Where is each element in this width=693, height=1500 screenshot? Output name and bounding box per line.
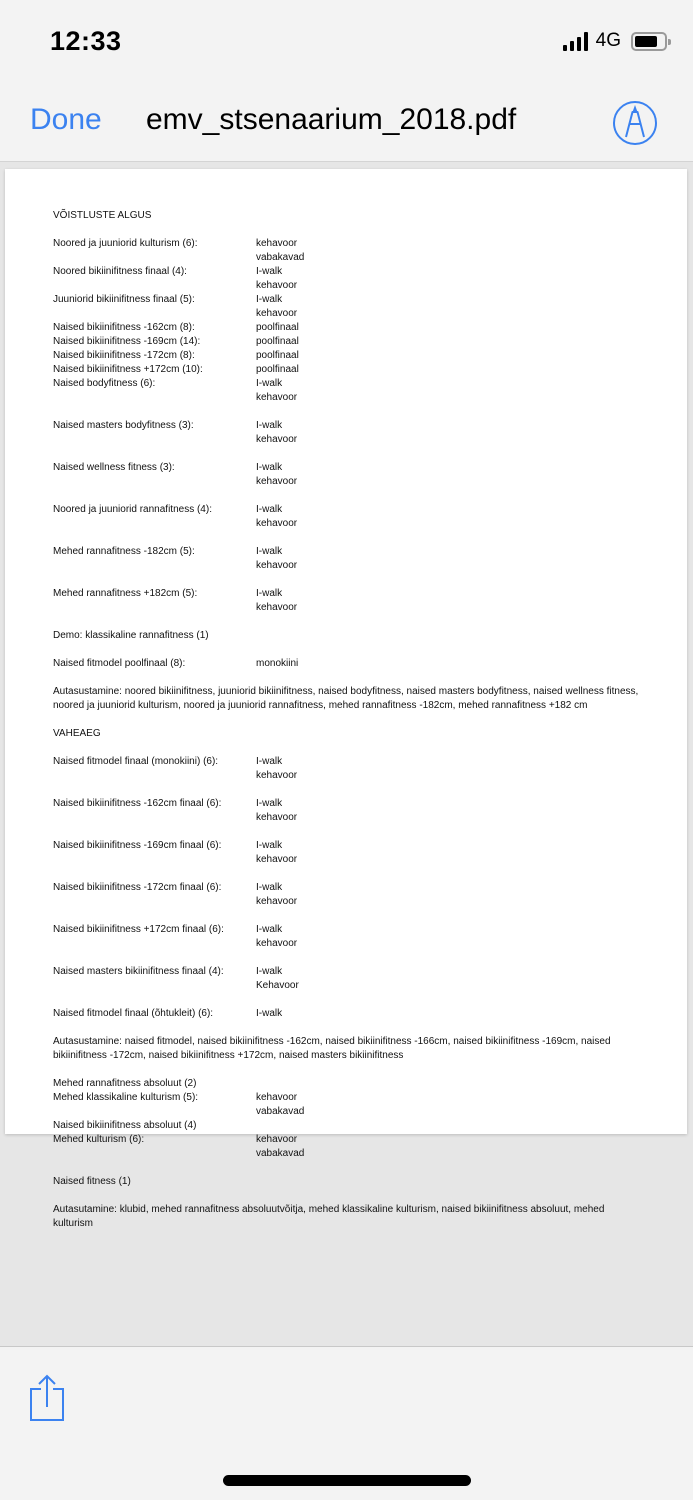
document-paragraph: Autasustamine: noored bikiinifitness, juuniorid bikiinifitness, naised bodyfitness, naised masters bodyfitness, naised wellness fitness, noored ja juuniorid kulturism, noored ja juuniorid rannafitness, mehed rannafitness -182cm, mehed rannafitness +182 cm xyxy=(53,686,639,711)
spacer xyxy=(53,951,643,965)
schedule-row xyxy=(53,363,643,377)
category-label: Naised bikiinifitness -172cm finaal (6): xyxy=(53,882,222,893)
round-name: poolfinaal xyxy=(256,364,299,375)
round-name: I-walk xyxy=(256,378,283,389)
category-label: Naised bikiinifitness absoluut (4) xyxy=(53,1120,197,1131)
schedule-row xyxy=(53,265,643,293)
round-name: I-walk xyxy=(256,882,283,893)
round-name: kehavoor xyxy=(256,1092,298,1103)
category-label: Naised bikiinifitness +172cm (10): xyxy=(53,364,203,375)
round-list xyxy=(256,503,643,531)
battery-icon xyxy=(631,32,667,51)
category-label: Noored ja juuniorid kulturism (6): xyxy=(53,238,198,249)
schedule-row xyxy=(53,545,643,573)
round-name: I-walk xyxy=(256,420,283,431)
round-list xyxy=(256,1007,643,1021)
round-name: I-walk xyxy=(256,266,283,277)
category-label: Naised wellness fitness (3): xyxy=(53,462,175,473)
category-label: Noored ja juuniorid rannafitness (4): xyxy=(53,504,212,515)
network-type: 4G xyxy=(595,30,621,51)
category-label: Naised masters bikiinifitness finaal (4): xyxy=(53,966,224,977)
schedule-row xyxy=(53,587,643,615)
spacer xyxy=(53,713,643,727)
round-list xyxy=(256,1119,643,1133)
round-list xyxy=(256,349,643,363)
round-list xyxy=(256,335,643,349)
document-title: emv_stsenaarium_2018.pdf xyxy=(146,103,517,136)
schedule-row xyxy=(53,1091,643,1119)
round-name: poolfinaal xyxy=(256,322,299,333)
category-label: Naised fitmodel finaal (monokiini) (6): xyxy=(53,756,219,767)
round-list xyxy=(256,363,643,377)
round-list xyxy=(256,237,643,265)
spacer xyxy=(53,405,643,419)
round-list xyxy=(256,1091,643,1119)
category-label: Mehed klassikaline kulturism (5): xyxy=(53,1092,199,1103)
spacer xyxy=(53,741,643,755)
schedule-row xyxy=(53,1133,643,1161)
category-label: Naised bikiinifitness -162cm (8): xyxy=(53,322,195,333)
category-label: Naised bodyfitness (6): xyxy=(53,378,156,389)
round-list xyxy=(256,657,643,671)
round-list xyxy=(256,1077,643,1091)
category-label: Demo: klassikaline rannafitness (1) xyxy=(53,630,209,641)
spacer xyxy=(53,531,643,545)
round-name: poolfinaal xyxy=(256,350,299,361)
round-name: I-walk xyxy=(256,840,283,851)
schedule-row xyxy=(53,1175,643,1189)
round-name: kehavoor xyxy=(256,560,298,571)
round-name: kehavoor xyxy=(256,476,298,487)
round-name: I-walk xyxy=(256,294,283,305)
schedule-row xyxy=(53,881,643,909)
schedule-row xyxy=(53,755,643,783)
round-list xyxy=(256,839,643,867)
round-name: Kehavoor xyxy=(256,980,299,991)
top-bar xyxy=(0,0,693,162)
document-content xyxy=(53,209,643,1231)
done-button[interactable]: Done xyxy=(30,103,102,136)
round-list xyxy=(256,1175,643,1189)
round-name: vabakavad xyxy=(256,1106,305,1117)
schedule-row xyxy=(53,237,643,265)
round-name: I-walk xyxy=(256,966,283,977)
round-name: kehavoor xyxy=(256,812,298,823)
schedule-row xyxy=(53,503,643,531)
schedule-row xyxy=(53,657,643,671)
schedule-row xyxy=(53,349,643,363)
round-name: kehavoor xyxy=(256,602,298,613)
schedule-row xyxy=(53,461,643,489)
schedule-row xyxy=(53,1007,643,1021)
round-name: I-walk xyxy=(256,924,283,935)
round-list xyxy=(256,587,643,615)
round-list xyxy=(256,321,643,335)
round-name: kehavoor xyxy=(256,280,298,291)
document-paragraph: Autasutamine: klubid, mehed rannafitness absoluutvõitja, mehed klassikaline kulturism, naised bikiinifitness absoluut, mehed kulturism xyxy=(53,1204,605,1229)
round-name: kehavoor xyxy=(256,434,298,445)
document-paragraph: VAHEAEG xyxy=(53,728,101,739)
spacer xyxy=(53,1063,643,1077)
round-name: kehavoor xyxy=(256,938,298,949)
schedule-row xyxy=(53,839,643,867)
round-list xyxy=(256,629,643,643)
round-name: kehavoor xyxy=(256,854,298,865)
category-label: Mehed kulturism (6): xyxy=(53,1134,145,1145)
round-name: vabakavad xyxy=(256,1148,305,1159)
share-button[interactable] xyxy=(28,1372,68,1424)
round-name: I-walk xyxy=(256,504,283,515)
round-name: I-walk xyxy=(256,546,283,557)
round-name: kehavoor xyxy=(256,1134,298,1145)
category-label: Naised bikiinifitness -172cm (8): xyxy=(53,350,195,361)
spacer xyxy=(53,1189,643,1203)
spacer xyxy=(53,909,643,923)
status-indicators xyxy=(563,30,667,52)
category-label: Naised fitmodel finaal (õhtukleit) (6): xyxy=(53,1008,214,1019)
category-label: Noored bikiinifitness finaal (4): xyxy=(53,266,187,277)
round-name: monokiini xyxy=(256,658,299,669)
round-name: I-walk xyxy=(256,1008,283,1019)
round-list xyxy=(256,419,643,447)
round-list xyxy=(256,797,643,825)
schedule-row xyxy=(53,293,643,321)
round-list xyxy=(256,755,643,783)
status-time: 12:33 xyxy=(50,26,122,56)
spacer xyxy=(53,447,643,461)
round-name: vabakavad xyxy=(256,252,305,263)
document-paragraph: Autasustamine: naised fitmodel, naised bikiinifitness -162cm, naised bikiinifitness -166cm, naised bikiinifitness -169cm, naised bikiinifitness -172cm, naised bikiinifitness +172cm, naised masters bikiinifitness xyxy=(53,1036,611,1061)
spacer xyxy=(53,615,643,629)
spacer xyxy=(53,783,643,797)
category-label: Juuniorid bikiinifitness finaal (5): xyxy=(53,294,195,305)
schedule-row xyxy=(53,335,643,349)
spacer xyxy=(53,643,643,657)
round-name: kehavoor xyxy=(256,392,298,403)
spacer xyxy=(53,993,643,1007)
round-list xyxy=(256,461,643,489)
home-indicator[interactable] xyxy=(223,1475,471,1486)
round-name: kehavoor xyxy=(256,308,298,319)
share-icon xyxy=(28,1372,68,1424)
spacer xyxy=(53,1021,643,1035)
signal-icon xyxy=(563,31,588,51)
schedule-row xyxy=(53,965,643,993)
round-list xyxy=(256,881,643,909)
category-label: Naised fitness (1) xyxy=(53,1176,131,1187)
spacer xyxy=(53,867,643,881)
round-name: I-walk xyxy=(256,798,283,809)
category-label: Mehed rannafitness -182cm (5): xyxy=(53,546,195,557)
schedule-row xyxy=(53,1077,643,1091)
round-list xyxy=(256,265,643,293)
category-label: Naised bikiinifitness -162cm finaal (6): xyxy=(53,798,222,809)
document-heading: VÕISTLUSTE ALGUS xyxy=(53,210,152,221)
round-name: kehavoor xyxy=(256,518,298,529)
spacer xyxy=(53,1161,643,1175)
round-name: kehavoor xyxy=(256,770,298,781)
round-name: I-walk xyxy=(256,588,283,599)
schedule-row xyxy=(53,923,643,951)
round-name: I-walk xyxy=(256,756,283,767)
schedule-row xyxy=(53,321,643,335)
spacer xyxy=(53,671,643,685)
spacer xyxy=(53,825,643,839)
round-list xyxy=(256,377,643,405)
spacer xyxy=(53,489,643,503)
round-list xyxy=(256,1133,643,1161)
category-label: Naised bikiinifitness -169cm finaal (6): xyxy=(53,840,222,851)
round-list xyxy=(256,545,643,573)
category-label: Mehed rannafitness +182cm (5): xyxy=(53,588,198,599)
schedule-row xyxy=(53,419,643,447)
category-label: Naised masters bodyfitness (3): xyxy=(53,420,194,431)
category-label: Naised bikiinifitness -169cm (14): xyxy=(53,336,201,347)
round-name: kehavoor xyxy=(256,238,298,249)
category-label: Naised fitmodel poolfinaal (8): xyxy=(53,658,186,669)
spacer xyxy=(53,573,643,587)
round-name: poolfinaal xyxy=(256,336,299,347)
round-list xyxy=(256,965,643,993)
round-name: kehavoor xyxy=(256,896,298,907)
category-label: Naised bikiinifitness +172cm finaal (6): xyxy=(53,924,224,935)
schedule-row xyxy=(53,1119,643,1133)
pdf-page[interactable] xyxy=(5,169,687,1229)
round-list xyxy=(256,923,643,951)
schedule-row xyxy=(53,797,643,825)
round-name: I-walk xyxy=(256,462,283,473)
markup-button[interactable] xyxy=(612,100,658,146)
round-list xyxy=(256,293,643,321)
schedule-row xyxy=(53,377,643,405)
markup-pen-icon xyxy=(612,100,658,146)
bottom-toolbar xyxy=(0,1346,693,1500)
schedule-row xyxy=(53,629,643,643)
category-label: Mehed rannafitness absoluut (2) xyxy=(53,1078,197,1089)
